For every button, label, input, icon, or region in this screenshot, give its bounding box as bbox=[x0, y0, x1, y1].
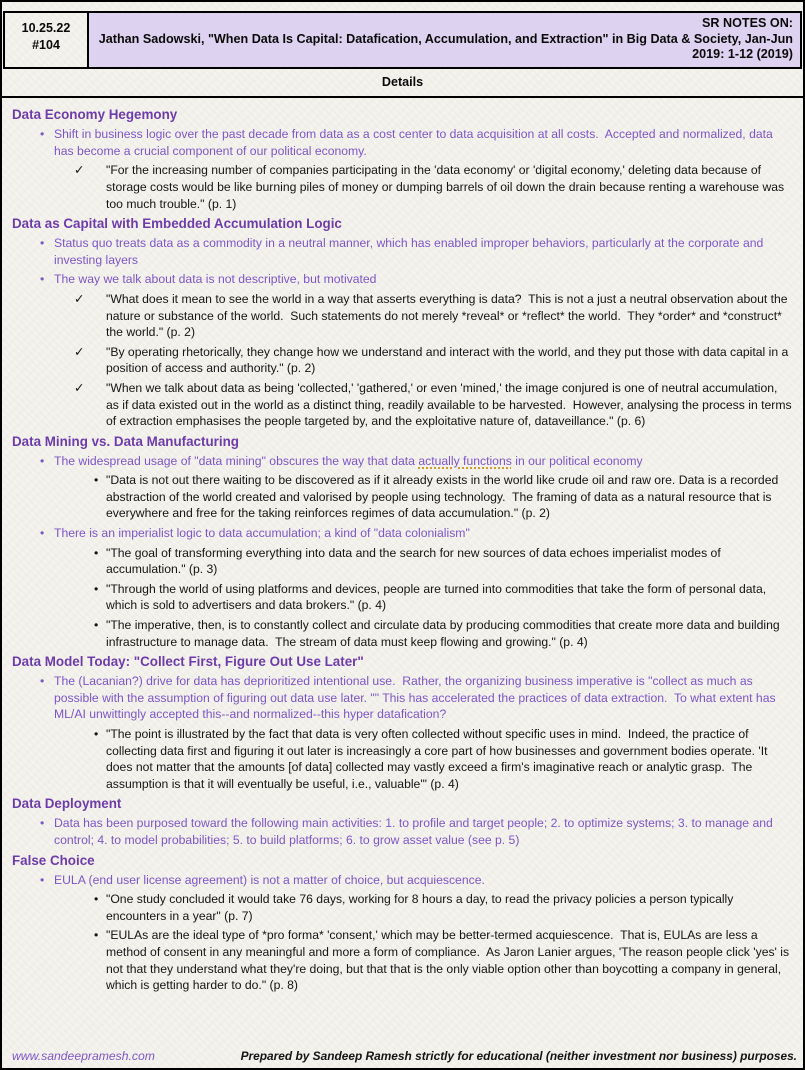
bullet-icon: • bbox=[40, 453, 45, 468]
checkmark-icon: ✓ bbox=[74, 291, 85, 306]
item-text: "The imperative, then, is to constantly collect and circulate data by producing commodities that create more data and building infrastructure to manage data. The stream of data must keep flowing and growing." (p. 4) bbox=[106, 618, 784, 649]
header-table bbox=[3, 11, 802, 69]
section-heading: Data Mining vs. Data Manufacturing bbox=[12, 433, 239, 449]
disclaimer-text: Prepared by Sandeep Ramesh strictly for educational (neither investment nor business) purposes. bbox=[240, 1049, 797, 1063]
website-link[interactable]: www.sandeepramesh.com bbox=[12, 1049, 155, 1063]
checkmark-icon: ✓ bbox=[74, 163, 85, 178]
checkmark-icon: ✓ bbox=[74, 380, 85, 395]
item-text: "Data is not out there waiting to be discovered as if it already exists in the world like crude oil and raw ore. Data is a recorded abstraction of the world created and valorised by people using technology. The framing of data as a natural resource that is everywhere and free for the taking reinforces regimes of data accumulation." (p. 2) bbox=[106, 473, 782, 521]
citation-text: Jathan Sadowski, "When Data Is Capital: Datafication, Accumulation, and Extraction" in Big Data & Society, Jan-Jun 2019: 1-12 (2019) bbox=[98, 31, 793, 62]
quote-check-item bbox=[12, 291, 795, 341]
bullet-icon: • bbox=[94, 581, 99, 596]
item-text: The widespread usage of "data mining" obscures the way that data actually functions in our political economy bbox=[54, 453, 643, 468]
sr-notes-label: SR NOTES ON: bbox=[702, 16, 793, 30]
note-bullet-item bbox=[12, 453, 795, 470]
bullet-icon: • bbox=[94, 892, 99, 907]
bullet-icon: • bbox=[40, 674, 45, 689]
item-text: The way we talk about data is not descriptive, but motivated bbox=[54, 272, 377, 287]
details-bar bbox=[2, 69, 803, 98]
bullet-icon: • bbox=[40, 272, 45, 287]
item-text: "When we talk about data as being 'collected,' 'gathered,' or even 'mined,' the image conjured is one of neutral accumulation, as if data existed out in the world as a distinct thing, readily available to be harvested. However, analysing the process in terms of extraction emphasises the people targeted by, and the exploitative nature of, dataveillance." (p. 6) bbox=[106, 380, 795, 429]
bullet-icon: • bbox=[40, 872, 45, 887]
quote-check-item bbox=[12, 344, 795, 377]
date-cell bbox=[5, 13, 89, 67]
item-text: "The point is illustrated by the fact that data is very often collected without specific uses in mind. Indeed, the practice of collecting data first and figuring it out later is increasingly a core part of how businesses and government bodies operate. 'It does not matter that the amounts [of data] collected may vastly exceed a firm's imaginative reach or analytic grasp. The assumption is that it will eventually be useful, i.e., valuable'" (p. 4) bbox=[106, 727, 771, 791]
quote-check-item bbox=[12, 380, 795, 430]
section-heading: Data Economy Hegemony bbox=[12, 107, 178, 123]
item-text: "One study concluded it would take 76 days, working for 8 hours a day, to read the privacy policies a person typically encounters in a year" (p. 7) bbox=[106, 892, 737, 923]
bullet-icon: • bbox=[94, 545, 99, 560]
item-text: "What does it mean to see the world in a way that asserts everything is data? This is not a just a neutral observation about the nature or substance of the world. Such statements do not merely *reveal* or *reflect* the world. They *order* and *construct* the world." (p. 2) bbox=[106, 291, 791, 340]
note-date: 10.25.22 bbox=[21, 21, 71, 35]
quote-dot-item bbox=[12, 581, 795, 614]
spellcheck-underlined-text: actually functions bbox=[418, 453, 512, 468]
quote-dot-item bbox=[12, 617, 795, 650]
bullet-icon: • bbox=[40, 236, 45, 251]
bullet-icon: • bbox=[40, 127, 45, 142]
item-text: "The goal of transforming everything into data and the search for new sources of data echoes imperialist modes of accumulation." (p. 3) bbox=[106, 545, 725, 577]
bullet-icon: • bbox=[94, 928, 99, 943]
note-bullet-item bbox=[12, 872, 795, 889]
note-bullet-item bbox=[12, 815, 795, 848]
details-label: Details bbox=[381, 75, 424, 90]
item-text: "Through the world of using platforms and devices, people are turned into commodities that take the form of personal data, which is sold to advertisers and data brokers." (p. 4) bbox=[106, 581, 770, 613]
quote-dot-item bbox=[12, 891, 795, 924]
bullet-icon: • bbox=[94, 473, 99, 488]
note-bullet-item bbox=[12, 525, 795, 542]
section-heading: Data as Capital with Embedded Accumulation Logic bbox=[12, 216, 342, 232]
note-bullet-item bbox=[12, 126, 795, 159]
item-text: "For the increasing number of companies participating in the 'data economy' or 'digital economy,' deleting data because of storage costs would be like burning piles of money or dumping barrels of oil down the drain because renting a warehouse was too much trouble." (p. 1) bbox=[106, 163, 788, 211]
citation-cell bbox=[89, 13, 800, 67]
bullet-icon: • bbox=[40, 526, 45, 541]
bullet-icon: • bbox=[94, 727, 99, 742]
note-bullet-item bbox=[12, 673, 795, 723]
note-number: #104 bbox=[32, 37, 60, 52]
item-text: The (Lacanian?) drive for data has deprioritized intentional use. Rather, the organizing business imperative is "collect as much as possible with the assumption of figuring out data use later. "" This has accelerated the practices of data extraction. To what extent has ML/AI unwittingly accepted this--and normalized--this hyper datafication? bbox=[54, 674, 779, 722]
item-text: "EULAs are the ideal type of *pro forma* 'consent,' which may be better-termed acquiescence. That is, EULAs are less a method of consent in any meaningful and more a form of compliance. As Jaron Lanier argues, 'The reason people click 'yes' is not that they understand what they're doing, but that that is the only viable option other than boycotting a company in general, which is getting harder to do." (p. 8) bbox=[106, 928, 793, 993]
item-text: There is an imperialist logic to data accumulation; a kind of "data colonialism" bbox=[54, 526, 470, 541]
quote-dot-item bbox=[12, 545, 795, 578]
section-heading: Data Deployment bbox=[12, 796, 122, 812]
item-text: "By operating rhetorically, they change how we understand and interact with the world, and they put those with data capital in a position of access and authority." (p. 2) bbox=[106, 344, 792, 376]
quote-dot-item bbox=[12, 472, 795, 522]
section-heading: Data Model Today: "Collect First, Figure Out Use Later" bbox=[12, 654, 364, 670]
bullet-icon: • bbox=[94, 618, 99, 633]
note-bullet-item bbox=[12, 271, 795, 288]
item-text: Status quo treats data as a commodity in a neutral manner, which has enabled improper behaviors, particularly at the corporate and investing layers bbox=[54, 236, 767, 267]
footer bbox=[12, 1049, 797, 1063]
bullet-icon: • bbox=[40, 816, 45, 831]
quote-check-item bbox=[12, 162, 795, 212]
note-bullet-item bbox=[12, 235, 795, 268]
item-text: Shift in business logic over the past decade from data as a cost center to data acquisition at all costs. Accepted and normalized, data has become a crucial component of our political economy. bbox=[54, 127, 777, 158]
section-heading: False Choice bbox=[12, 852, 95, 868]
item-text: Data has been purposed toward the following main activities: 1. to profile and target people; 2. to optimize systems; 3. to manage and control; 4. to model probabilities; 5. to build platforms; 6. to grow asset value (see p. 5) bbox=[54, 816, 777, 847]
item-text: EULA (end user license agreement) is not a matter of choice, but acquiescence. bbox=[54, 872, 485, 887]
quote-dot-item bbox=[12, 726, 795, 792]
notes-body bbox=[2, 98, 803, 994]
quote-dot-item bbox=[12, 927, 795, 993]
checkmark-icon: ✓ bbox=[74, 344, 85, 359]
